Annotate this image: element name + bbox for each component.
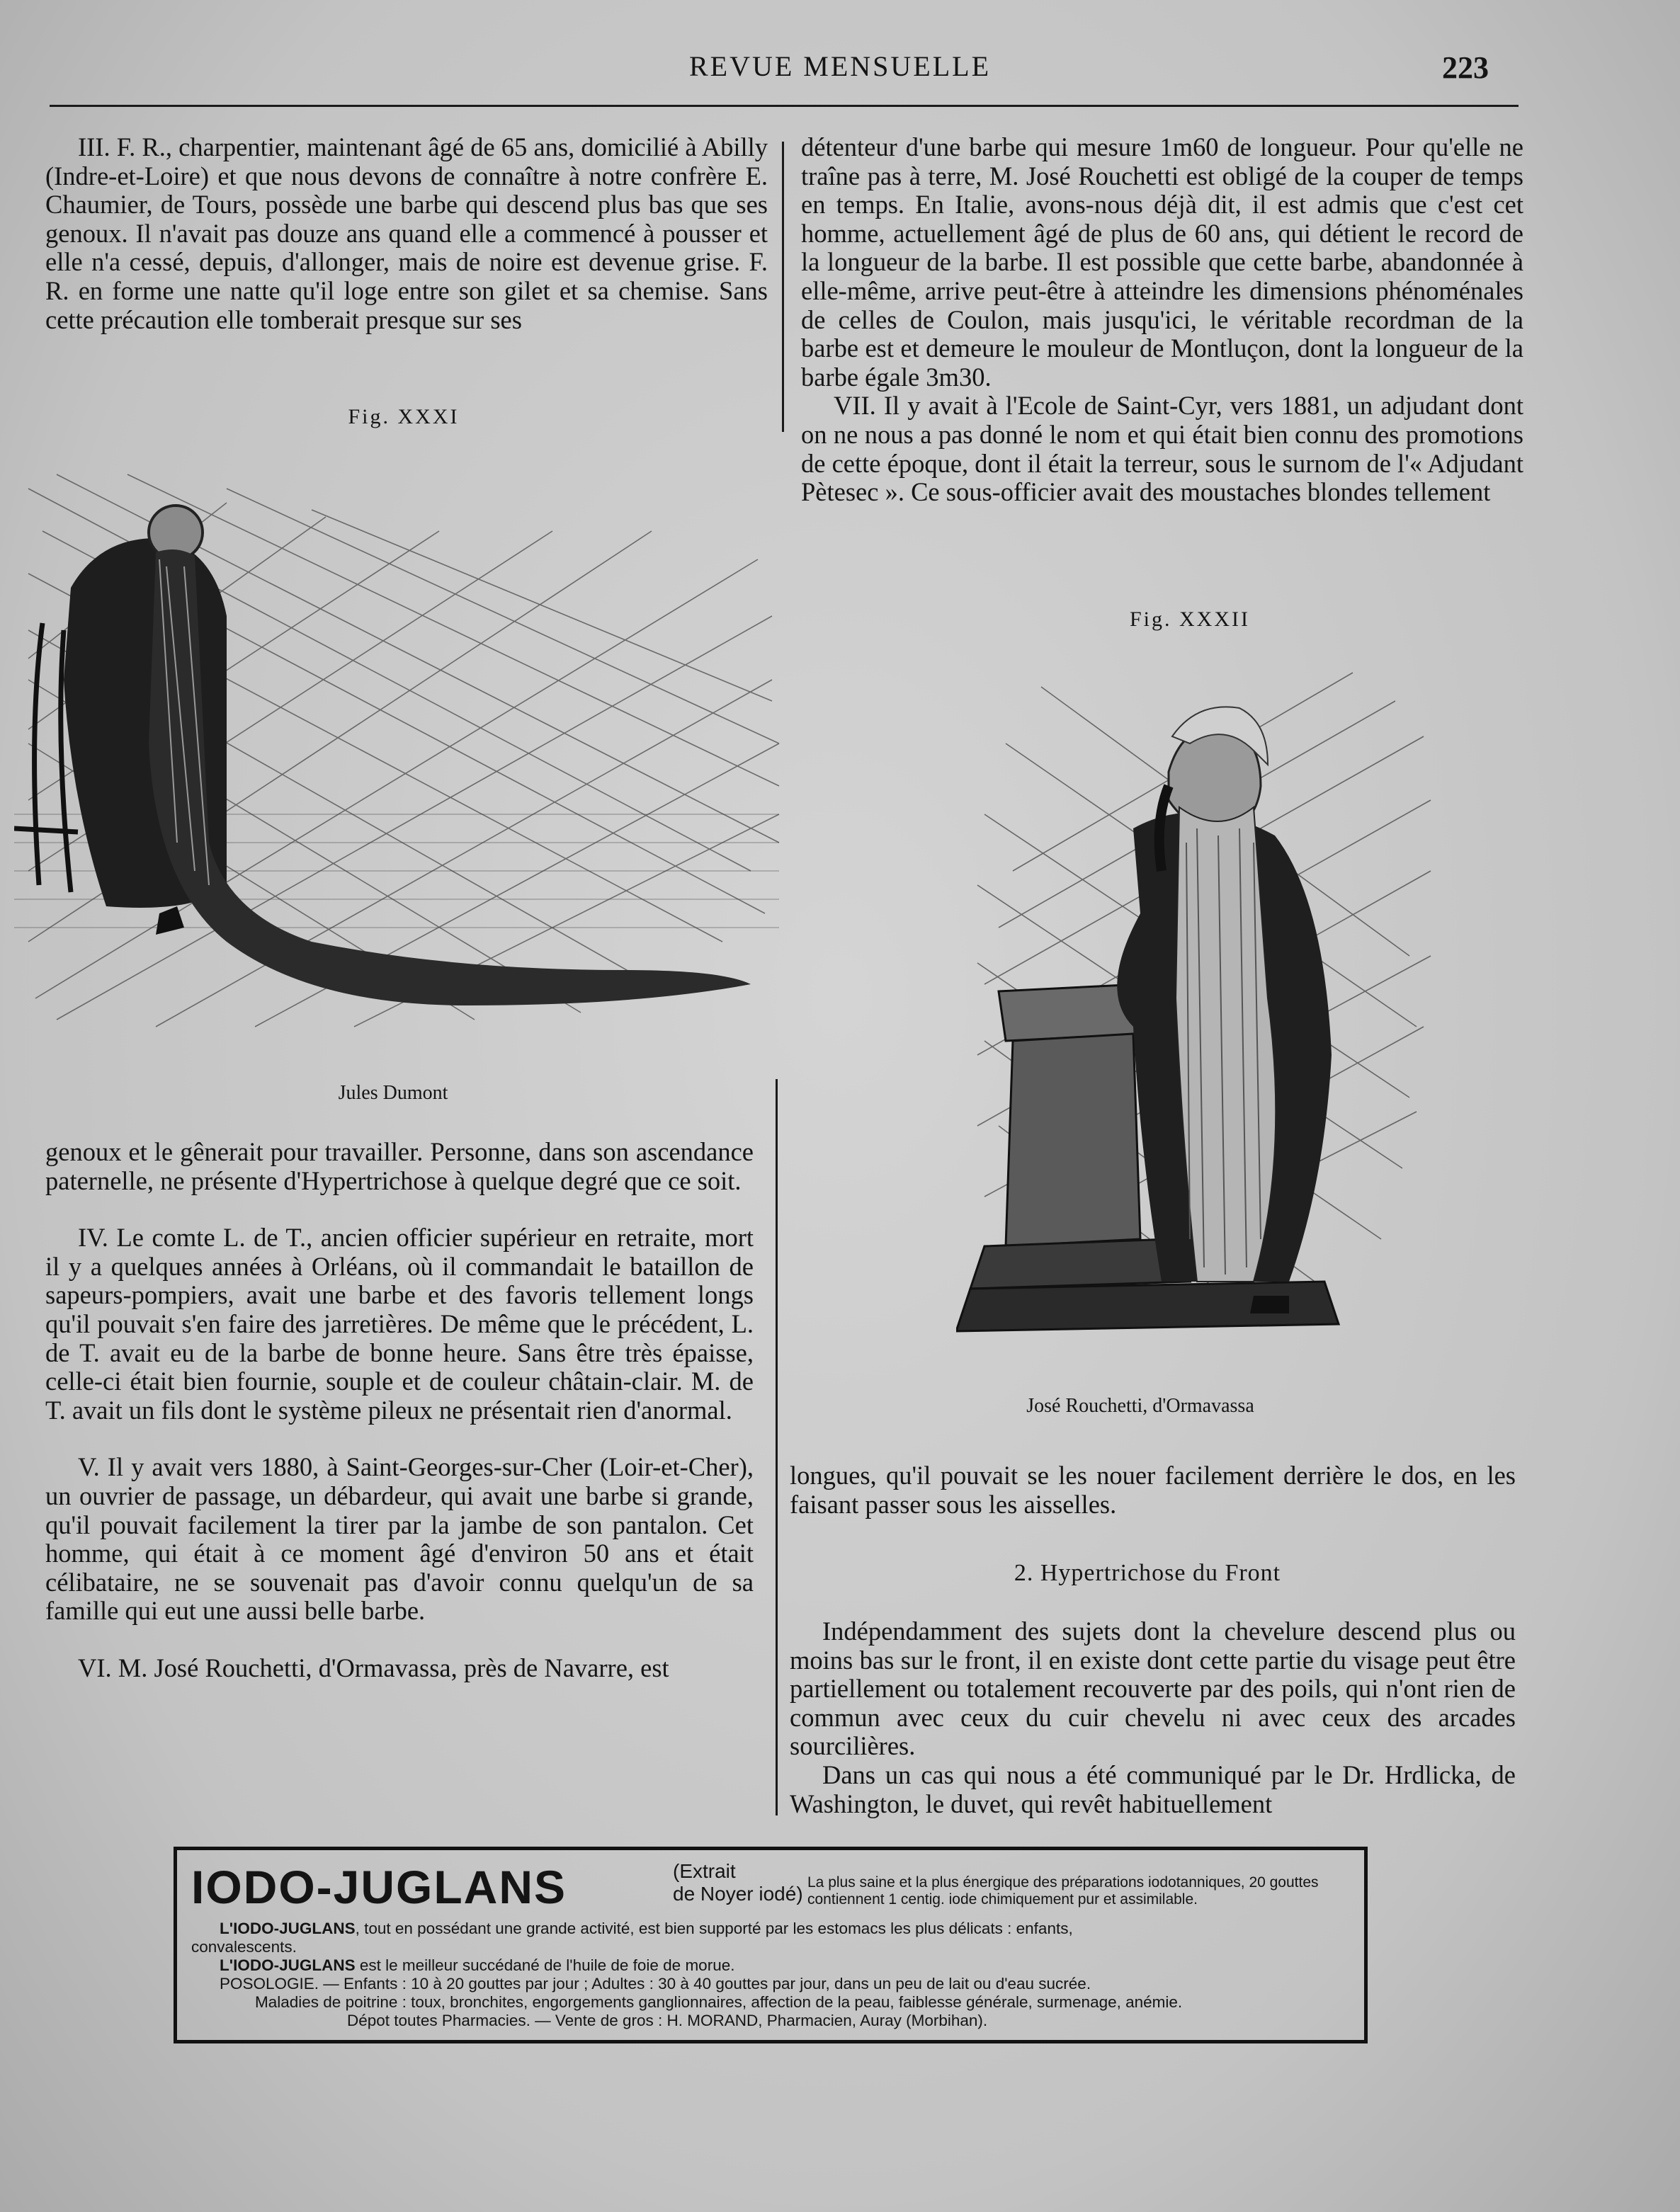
figure-31-illustration [14,446,786,1041]
ad-line-2 [220,1956,734,1975]
figure-label-32: Fig. XXXII [1130,608,1250,631]
running-header: REVUE MENSUELLE [688,50,992,82]
paragraph-front-1: Indépendamment des sujets dont la chevelure descend plus ou moins bas sur le front, il en existe dont cette partie du visage peut être partiellement ou totalement recouverte par des poils, qui n'ont rien de commun avec ceux du cuir chevelu ni avec ceux des arcades sourcilières. [790,1617,1516,1761]
ad-paren-line1: Extrait [679,1860,736,1882]
ad-line-4: Maladies de poitrine : toux, bronchites, engorgements ganglionnaires, affection de la peau, faiblesse générale, surmenage, anémie. [255,1993,1183,2011]
ad-line-1-text: , tout en possédant une grande activité, est bien supporté par les estomacs les plus délicats : enfants, [355,1920,1073,1937]
advertisement-box [174,1847,1368,2043]
paragraph-vii: VII. Il y avait à l'Ecole de Saint-Cyr, vers 1881, un adjudant dont on ne nous a pas donné le nom et qui était bien connu des promotions de cette époque, dont il était la terreur, sous le surnom de l'« Adjudant Pètesec ». Ce sous-officier avait des moustaches blondes tellement [801,391,1523,507]
header-rule [50,105,1519,107]
figure-caption-31: Jules Dumont [338,1082,448,1104]
column-divider-bottom [776,1079,778,1815]
paragraph-iv: IV. Le comte L. de T., ancien officier supérieur en retraite, mort il y a quelques années à Orléans, où il commandait le bataillon de sapeurs-pompiers, avait une barbe et des favoris tellement longs qu'il pouvait s'en faire des jarretières. De même que le précédent, L. de T. avait eu de la barbe de bonne heure. Sans être très épaisse, celle-ci était bien fournie, souple et de couleur châtain-clair. M. de T. avait un fils dont le système pileux ne présentait rien d'anormal. [45,1223,754,1425]
bearded-man-figure [64,506,751,1005]
paragraph-vi: VI. M. José Rouchetti, d'Ormavassa, près de Navarre, est [78,1653,669,1682]
figure-label-31: Fig. XXXI [348,405,460,428]
paragraph-vi-continued: détenteur d'une barbe qui mesure 1m60 de longueur. Pour qu'elle ne traîne pas à terre, M. José Rouchetti est obligé de la couper de temps en temps. En Italie, avons-nous déjà dit, il est admis que c'est cet homme, actuellement âgé de plus de 60 ans, qui détient le record de la longueur de la barbe. Il est possible que cette barbe, abandonnée à elle-même, arrive peut-être à atteindre les dimensions phénoménales de celles de Coulon, mais jusqu'ici, le véritable recordman de la barbe est et demeure le mouleur de Montluçon, dont la longueur de la barbe égale 3m30. [801,132,1523,392]
left-column-top [45,133,768,334]
ad-product-type: (Extrait de Noyer iodé) [673,1860,803,1905]
figure-32-illustration [956,659,1438,1367]
paragraph-v: V. Il y avait vers 1880, à Saint-Georges-sur-Cher (Loir-et-Cher), un ouvrier de passage, un débardeur, qui avait une barbe si grande, qu'il pouvait facilement la tirer par la jambe de son pantalon. Cet homme, qui était à ce moment âgé d'environ 50 ans et était célibataire, ne se souvenait pas d'avoir connu quelqu'un de sa famille qui eut une aussi belle barbe. [45,1452,754,1626]
ad-line-3: POSOLOGIE. — Enfants : 10 à 20 gouttes par jour ; Adultes : 30 à 40 gouttes par jour, dans un peu de lait ou d'eau sucrée. [220,1975,1091,1992]
paragraph-vii-continued: longues, qu'il pouvait se les nouer facilement derrière le dos, en les faisant passer sous les aisselles. [790,1461,1516,1519]
left-column-bottom [45,1138,754,1683]
bearded-man-figure [1117,707,1332,1313]
paragraph-iii: III. F. R., charpentier, maintenant âgé de 65 ans, domicilié à Abilly (Indre-et-Loire) et que nous devons de connaître à notre confrère E. Chaumier, de Tours, possède une barbe qui descend plus bas que ses genoux. Il n'avait pas douze ans quand elle a commencé à pousser et elle n'a cessé, depuis, d'allonger, mais de noire est devenue grise. F. R. en forme une natte qu'il loge entre son gilet et sa chemise. Sans cette précaution elle tomberait presque sur ses [45,132,768,334]
paragraph-iii-continued: genoux et le gênerait pour travailler. Personne, dans son ascendance paternelle, ne présente d'Hypertrichose à quelque degré que ce soit. [45,1137,754,1195]
ad-line-5: Dépot toutes Pharmacies. — Vente de gros : H. MORAND, Pharmacien, Auray (Morbihan). [347,2012,988,2029]
column-divider-top [782,142,784,432]
paragraph-front-2: Dans un cas qui nous a été communiqué par le Dr. Hrdlicka, de Washington, le duvet, qui revêt habituellement [790,1760,1516,1818]
ad-tagline: La plus saine et la plus énergique des préparations iodotanniques, 20 gouttes contiennent 1 centig. iode chimiquement pur et assimilable. [807,1874,1319,1908]
ad-line-1b: convalescents. [191,1938,297,1956]
section-heading: 2. Hypertrichose du Front [1014,1560,1281,1586]
ad-line-2-text: est le meilleur succédané de l'huile de foie de morue. [355,1956,735,1974]
right-column-section [790,1617,1516,1818]
ad-line-1 [220,1920,1073,1938]
ad-line-2-brand: L'IODO-JUGLANS [220,1956,356,1974]
page-number: 223 [1442,50,1489,85]
ad-line-1-brand: L'IODO-JUGLANS [220,1920,356,1937]
right-column-top [801,133,1523,507]
ad-paren-line2: de Noyer iodé [673,1883,797,1905]
right-column-bottom [790,1461,1516,1519]
figure-caption-32: José Rouchetti, d'Ormavassa [1026,1395,1254,1417]
ad-brand-name: IODO-JUGLANS [191,1861,567,1913]
